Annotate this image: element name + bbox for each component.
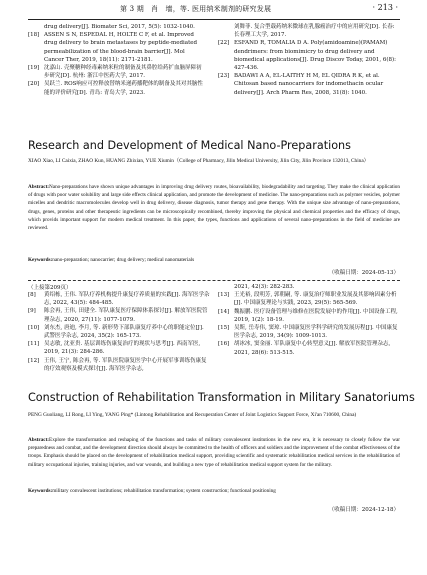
- reference-item: [218, 324, 400, 340]
- reference-text: 吴跃兰. ROS响应可控释放替纳米递药播靶体的制备及其对其脑性能的评价研究[D]. 青岛: 青岛大学, 2023.: [44, 81, 203, 96]
- keywords-label: Keywords:: [28, 257, 53, 263]
- reference-number: [218, 23, 234, 39]
- reference-text: 王光裕, 段明芳, 郭朝嗣, 等. 康复治疗师职业发展及其影响因素分析[J]. 中国康复理论与实践, 2023, 29(5): 565-569.: [234, 292, 397, 307]
- section-divider: [28, 280, 400, 281]
- article1-title: Research and Development of Medical Nano-Preparations: [28, 139, 351, 152]
- reference-number: [22]: [218, 40, 230, 47]
- article2-keywords: [28, 487, 400, 495]
- reference-item: [218, 39, 400, 72]
- reference-number: [218, 283, 234, 291]
- continued-from-tag: （上接第209页）: [28, 285, 72, 291]
- reference-text: ESFAND R, TOMALIA D A. Poly(amidoamine)(PAMAM) dendrimers: from biomimicry to drug delivery and biomedical applications[J]. Drug Discov Today, 2001, 6(8): 427-436.: [234, 40, 396, 72]
- reference-item: [28, 23, 204, 31]
- reference-number: [8]: [28, 292, 36, 298]
- reference-item: [28, 31, 204, 64]
- reference-number: [9]: [28, 308, 36, 315]
- article2-authors: PENG Guoliang, LI Rong, LI Ying, YANG Ping* (Lintong Rehabilitation and Recuperation Center of Joint Logistics Support Force, Xi'an 710600, China): [28, 412, 357, 418]
- abstract-text: Nano-preparations have shown unique advantages in improving drug delivery routes, bioavailability, biodegradability and targeting. They make the clinical application of drugs with poor water solubility and large side effects clinical application, and promote the development of medicine. The nano-preparations such as polymer vesicles, polymer micelles and dendritic macromolecules develop well in drug delivery, disease diagnosis, tumor therapy and gene therapy. With the unique size advantage of nano-preparations, drugs, genes, proteins and other therapeutic ingredients can be microscopically recombined, thereby improving the physical and chemical properties and the efficacy of drugs, which provids important support for modern medical treatment. In this paper, the types, functions and applications of several nano-preparations in the field of medicine are reviewed.: [28, 184, 400, 232]
- reference-item: [28, 324, 210, 340]
- reference-number: [19]: [28, 65, 40, 72]
- reference-number: [16]: [218, 341, 230, 348]
- reference-text: 胡冰冰, 窦金丽. 军队康复中心转型意义[J]. 解放军医院管理杂志, 2021, 28(6): 513-515.: [234, 341, 391, 356]
- article2-abstract: [28, 436, 400, 469]
- reference-item: [218, 308, 400, 324]
- reference-item: [218, 291, 400, 307]
- reference-item: [218, 72, 400, 97]
- reference-item: [28, 64, 204, 80]
- article2-received-date: （收稿日期：2024-12-18）: [328, 507, 399, 513]
- reference-item: [28, 307, 210, 323]
- abstract-label: Abstract:: [28, 437, 50, 443]
- reference-text: ASSEN S N, ESPEDAL H, HOLTE C F, et al. Improved drug delivery to brain metastases by peptide-mediated permeabilization of the blood-brain barrier[J]. Mol Cancer Ther, 2019, 18(11): 2171-2181.: [44, 32, 198, 63]
- abstract-label: Abstract:: [28, 184, 50, 190]
- reference-item: [218, 23, 400, 39]
- keywords-text: nano-preparation; nanocarrier; drug delivery; medical nanomaterials: [52, 257, 195, 263]
- reference-item: [218, 283, 400, 291]
- reference-item: [28, 291, 210, 307]
- reference-number: [18]: [28, 32, 40, 39]
- keywords-label: Keywords:: [28, 488, 53, 494]
- reference-text: 陈会再, 王伟, 田建全. 军队康复医疗保障体系探讨[J]. 解放军医院管理杂志, 2020, 27(11): 1077-1079.: [44, 308, 208, 323]
- article1-keywords: [28, 256, 400, 264]
- reference-number: [14]: [218, 308, 230, 315]
- references-top-left: [28, 23, 204, 97]
- journal-header-title: 第 3 期 肖 墙，等. 医用纳米制剂的研究发展: [120, 5, 272, 13]
- reference-number: [15]: [218, 325, 230, 332]
- references-top-right: [218, 23, 400, 97]
- reference-text: 刘东杰, 唐迪, 李月, 等. 新形势下部队康复疗养中心的职能定位[J]. 武警医学杂志, 2024, 35(2): 165-173.: [44, 324, 204, 340]
- header-rule: [28, 19, 400, 20]
- article2-title: Construction of Rehabilitation Transformation in Military Sanatoriums: [28, 391, 415, 404]
- reference-text: 王伟, 王宁, 陈会再, 等. 军队医院康复医学中心开展军事训练伤康复的疗效观察及模式探讨[J]. 海军医学杂志,: [44, 357, 207, 372]
- page-number: · 213 ·: [372, 3, 398, 12]
- reference-text: 沈嘉山. 壳聚糖种经毒素纳米粒的制备及其鼻腔给药扩血脑屏障初步研究[D]. 杭州: 浙江中医药大学, 2017.: [44, 65, 202, 80]
- reference-number: [12]: [28, 357, 40, 364]
- article1-abstract: [28, 183, 400, 232]
- reference-number: [10]: [28, 324, 40, 331]
- reference-text: 刘舞菲. 复合型载药纳米微球在乳腺癌治疗中的应用研究[D]. 长春: 长春理工大学, 2017.: [234, 24, 395, 39]
- reference-text: 2021, 42(3): 282-283.: [234, 284, 295, 290]
- references-mid-right: [218, 283, 400, 357]
- abstract-text: Explore the transformation and reshaping of the functions and tasks of military convalescent institutions in the new era, it is necessary to closely follow the war preparedness and combat, and the development direction should always be committed to the health of officers and soldiers and the improvement of the combat effectiveness of the troops. Emphasis should be placed on the development of rehabilitation medical support, providing scientific and systematic rehabilitation medical services in the rehabilitation of military occupational injuries, training injuries, and war wounds, and building a new type of rehabilitation medical support system for the military.: [28, 437, 400, 468]
- reference-text: drug delivery[J]. Biomater Sci, 2017, 5(5): 1032-1040.: [44, 24, 195, 30]
- article1-authors: XIAO Xiao, LI Caixia, ZHAO Kun, HUANG Zhixian, YUE Xiumin（College of Pharmacy, Jilin Medical University, Jilin City, Jilin Province 132013, China）: [28, 158, 369, 164]
- reference-item: [28, 80, 204, 96]
- reference-number: [28, 23, 44, 31]
- article1-received-date: （收稿日期：2024-05-13）: [328, 270, 399, 276]
- reference-item: [28, 357, 210, 373]
- keywords-text: military convalescent institutions; rehabilitation transformation; system construction; functional positioning: [52, 488, 276, 494]
- reference-item: [28, 340, 210, 356]
- reference-number: [11]: [28, 341, 40, 348]
- reference-number: [23]: [218, 73, 230, 80]
- running-header: [0, 3, 427, 17]
- reference-item: [218, 340, 400, 356]
- reference-text: BADAWI A A, EL-LAITHY H M, EL QIDRA R K, et al. Chitosan based nanocarriers for indomethacin ocular delivery[J]. Arch Pharm Res, 2008, 31(8): 1040.: [234, 73, 384, 96]
- reference-number: [13]: [218, 292, 230, 299]
- reference-text: 吴志敏, 沈亚贵. 基层训练伤康复治疗的现状与思考[J]. 西南军医, 2019, 21(3): 284-286.: [44, 341, 201, 356]
- reference-text: 黄绍栋, 王伟. 军队疗养机构提升康复疗养质量的实践[J]. 海军医学杂志, 2022, 43(5): 484-485.: [44, 292, 210, 307]
- references-mid-left: [28, 291, 210, 373]
- reference-text: 吴斯, 岳寿伟, 窦琼. 中国康复医学科学研究的发展历程[J]. 中国康复医学杂志, 2019, 34(9): 1009-1013.: [234, 325, 398, 340]
- reference-text: 魏振鹏. 医疗设备管理与维修在医院发展中的作用[J]. 中国设备工程, 2019, 1(2): 18-19.: [234, 308, 398, 323]
- reference-number: [20]: [28, 81, 40, 88]
